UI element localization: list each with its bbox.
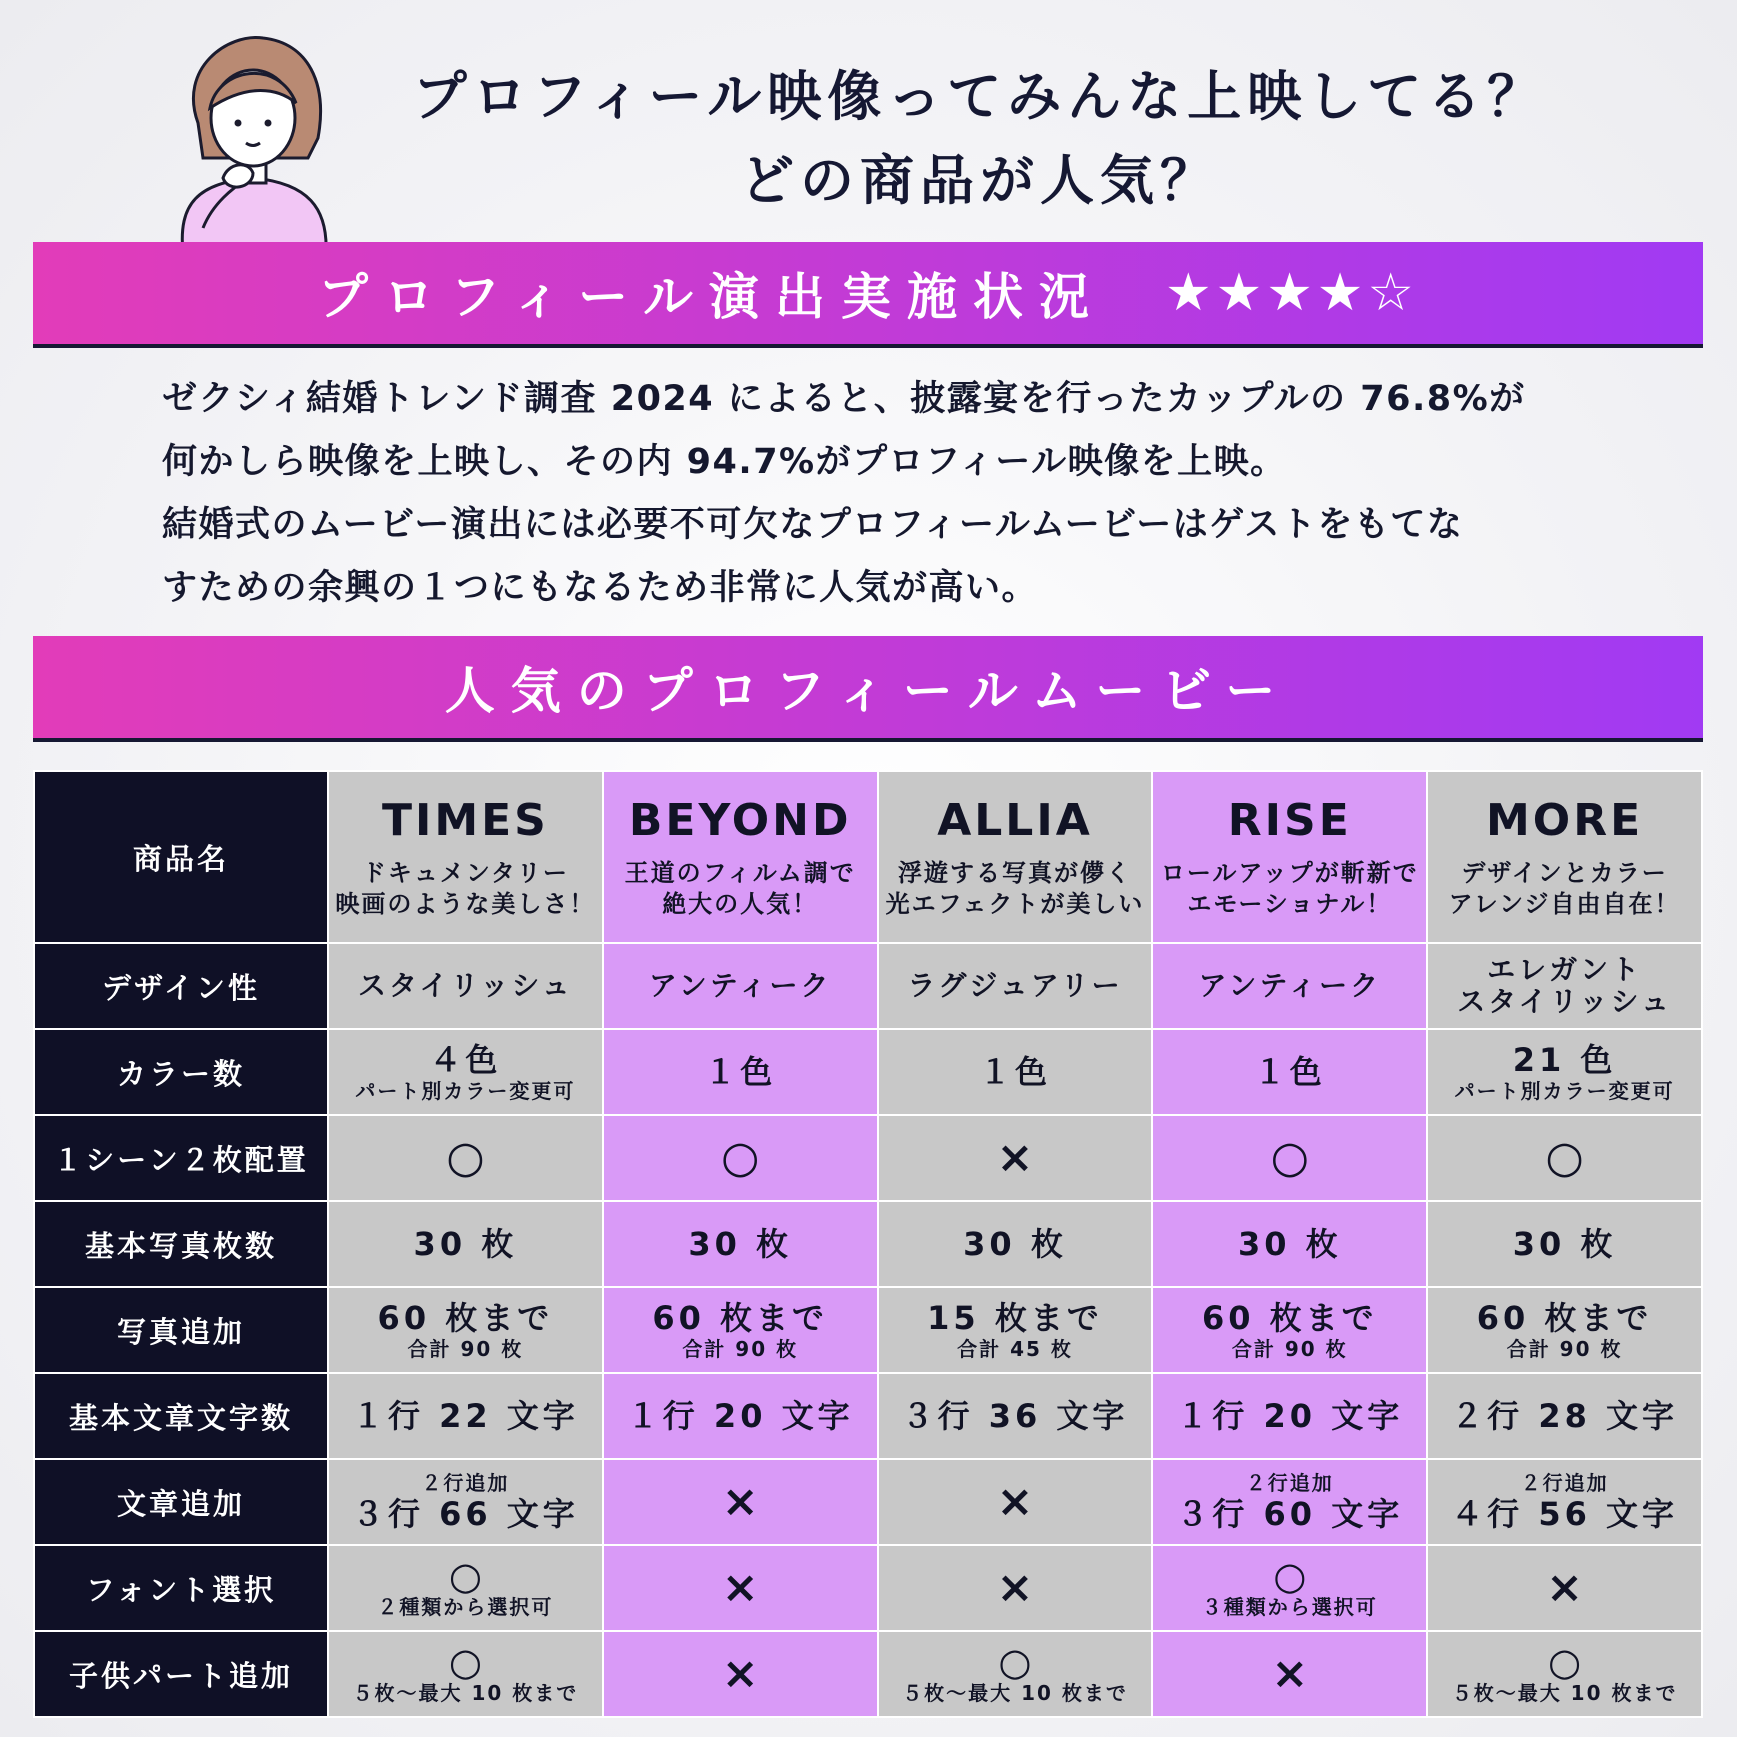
- table-row-base-text: [34, 1373, 1702, 1459]
- headline: [380, 55, 1580, 223]
- circle-mark-icon: ○: [998, 1640, 1032, 1684]
- table-cell: [328, 943, 603, 1029]
- table-cell: [1427, 1373, 1702, 1459]
- design-value: エレガント スタイリッシュ: [1457, 953, 1672, 1018]
- font-note: ２種類から選択可: [377, 1595, 554, 1619]
- color-count: １色: [704, 1053, 777, 1091]
- base-photo-count: 30 枚: [963, 1225, 1067, 1263]
- color-count: １色: [1253, 1053, 1326, 1091]
- table-cell: [603, 1029, 878, 1115]
- cross-mark-icon: ×: [996, 1562, 1034, 1613]
- color-note: パート別カラー変更可: [1454, 1079, 1675, 1103]
- add-photo-total: 合計 90 枚: [682, 1337, 799, 1361]
- design-value: ラグジュアリー: [907, 969, 1123, 1002]
- table-cell: [1152, 1115, 1427, 1201]
- thinking-woman-illustration: [168, 28, 338, 253]
- kids-note: ５枚～最大 10 枚まで: [352, 1681, 579, 1705]
- add-text-note: ２行追加: [421, 1471, 510, 1495]
- table-cell: [328, 1459, 603, 1545]
- circle-mark-icon: ○: [1273, 1554, 1307, 1598]
- row-label-name: 商品名: [34, 771, 328, 943]
- table-cell: [878, 1545, 1153, 1631]
- color-note: パート別カラー変更可: [355, 1079, 576, 1103]
- row-label-colors: カラー数: [34, 1029, 328, 1115]
- table-cell: [603, 1115, 878, 1201]
- table-cell: [1152, 1201, 1427, 1287]
- table-cell: [878, 1287, 1153, 1373]
- popular-banner: [33, 636, 1703, 742]
- comparison-table: [33, 770, 1703, 1718]
- table-cell: [878, 1631, 1153, 1717]
- add-text-note: ２行追加: [1245, 1471, 1334, 1495]
- table-cell: [1427, 1029, 1702, 1115]
- row-label-base-text: 基本文章文字数: [34, 1373, 328, 1459]
- table-cell: [328, 1115, 603, 1201]
- product-desc-line-1: ドキュメンタリー: [361, 858, 569, 887]
- table-cell: [603, 1287, 878, 1373]
- product-desc-line-2: 絶大の人気！: [662, 889, 819, 918]
- rating-stars: [1165, 263, 1418, 323]
- table-cell: [1427, 1201, 1702, 1287]
- table-cell: [1427, 1287, 1702, 1373]
- add-text-value: ３行 60 文字: [1176, 1495, 1404, 1533]
- table-cell: [1427, 943, 1702, 1029]
- product-desc-line-1: 王道のフィルム調で: [624, 858, 856, 887]
- headline-line-2: どの商品が人気？: [740, 149, 1220, 212]
- table-cell: [603, 943, 878, 1029]
- table-cell: [603, 771, 878, 943]
- base-photo-count: 30 枚: [413, 1225, 518, 1263]
- headline-line-1: プロフィール映像ってみんな上映してる？: [412, 65, 1548, 128]
- product-desc-line-2: アレンジ自由自在！: [1448, 889, 1681, 918]
- circle-mark-icon: ○: [446, 1132, 485, 1183]
- base-text-count: １行 20 文字: [626, 1397, 854, 1435]
- cross-mark-icon: ×: [996, 1476, 1034, 1527]
- table-cell: [878, 1373, 1153, 1459]
- status-banner: [33, 242, 1703, 348]
- star-half-icon: ☆: [1367, 263, 1419, 323]
- product-desc-line-1: デザインとカラー: [1461, 858, 1668, 887]
- design-value: スタイリッシュ: [358, 969, 573, 1002]
- color-count: ４色: [429, 1041, 502, 1079]
- table-cell: [1427, 1459, 1702, 1545]
- table-cell: [878, 1029, 1153, 1115]
- table-row-design: [34, 943, 1702, 1029]
- circle-mark-icon: ○: [448, 1554, 482, 1598]
- cross-mark-icon: ×: [1271, 1648, 1309, 1699]
- table-cell: [878, 1115, 1153, 1201]
- table-cell: [1427, 1631, 1702, 1717]
- add-text-value: ３行 66 文字: [351, 1495, 579, 1533]
- base-photo-count: 30 枚: [1237, 1225, 1342, 1263]
- add-photo-total: 合計 90 枚: [1506, 1337, 1623, 1361]
- table-cell: [878, 1201, 1153, 1287]
- add-photo-total: 合計 90 枚: [1231, 1337, 1348, 1361]
- base-photo-count: 30 枚: [688, 1225, 793, 1263]
- product-desc-line-2: 光エフェクトが美しい: [885, 889, 1145, 918]
- popular-banner-title: 人気のプロフィールムービー: [444, 662, 1292, 720]
- table-row-colors: [34, 1029, 1702, 1115]
- product-name: TIMES: [381, 794, 549, 846]
- cross-mark-icon: ×: [996, 1132, 1034, 1183]
- circle-mark-icon: ○: [720, 1132, 760, 1183]
- add-text-value: ４行 56 文字: [1451, 1495, 1678, 1533]
- row-label-base-photos: 基本写真枚数: [34, 1201, 328, 1287]
- table-cell: [1427, 1545, 1702, 1631]
- design-value: アンティーク: [1198, 969, 1382, 1002]
- intro-text: [162, 368, 1602, 620]
- table-cell: [328, 1631, 603, 1717]
- table-row-name: [34, 771, 1702, 943]
- intro-line-4: すための余興の１つにもなるため非常に人気が高い。: [162, 568, 1039, 608]
- design-value: アンティーク: [648, 969, 832, 1002]
- circle-mark-icon: ○: [1270, 1132, 1309, 1183]
- table-cell: [328, 1201, 603, 1287]
- product-desc-line-1: 浮遊する写真が儚く: [897, 858, 1132, 887]
- base-text-count: １行 20 文字: [1176, 1397, 1404, 1435]
- table-cell: [603, 1631, 878, 1717]
- add-photo-limit: 60 枚まで: [1201, 1299, 1378, 1337]
- table-cell: [328, 1287, 603, 1373]
- table-row-add-photos: [34, 1287, 1702, 1373]
- color-count: １色: [978, 1053, 1051, 1091]
- row-label-design: デザイン性: [34, 943, 328, 1029]
- row-label-add-photos: 写真追加: [34, 1287, 328, 1373]
- table-cell: [1152, 1287, 1427, 1373]
- add-photo-limit: 60 枚まで: [1476, 1299, 1653, 1337]
- table-cell: [1152, 1459, 1427, 1545]
- add-text-note: ２行追加: [1520, 1471, 1609, 1495]
- product-name: BEYOND: [628, 794, 852, 846]
- table-cell: [878, 943, 1153, 1029]
- table-cell: [328, 1373, 603, 1459]
- intro-line-2: 何かしら映像を上映し、その内 94.7%がプロフィール映像を上映。: [162, 442, 1287, 482]
- add-photo-limit: 60 枚まで: [652, 1299, 829, 1337]
- table-cell: [1152, 943, 1427, 1029]
- table-cell: [603, 1545, 878, 1631]
- cross-mark-icon: ×: [721, 1476, 759, 1527]
- status-banner-title: プロフィール演出実施状況: [317, 268, 1105, 326]
- product-name: ALLIA: [937, 794, 1093, 846]
- add-photo-limit: 60 枚まで: [377, 1299, 554, 1337]
- base-text-count: １行 22 文字: [351, 1397, 579, 1435]
- table-cell: [1152, 771, 1427, 943]
- kids-note: ５枚～最大 10 枚まで: [902, 1681, 1128, 1705]
- table-cell: [603, 1459, 878, 1545]
- table-cell: [328, 1029, 603, 1115]
- table-cell: [328, 771, 603, 943]
- table-cell: [1152, 1631, 1427, 1717]
- table-cell: [878, 771, 1153, 943]
- intro-line-3: 結婚式のムービー演出には必要不可欠なプロフィールムービーはゲストをもてな: [162, 505, 1464, 545]
- table-row-kids: [34, 1631, 1702, 1717]
- table-cell: [1152, 1545, 1427, 1631]
- row-label-two-photos: １シーン２枚配置: [34, 1115, 328, 1201]
- circle-mark-icon: ○: [1545, 1132, 1584, 1183]
- table-cell: [1427, 771, 1702, 943]
- table-cell: [1152, 1029, 1427, 1115]
- row-label-font: フォント選択: [34, 1545, 328, 1631]
- cross-mark-icon: ×: [1546, 1562, 1584, 1613]
- kids-note: ５枚～最大 10 枚まで: [1451, 1681, 1678, 1705]
- product-name: MORE: [1486, 794, 1644, 846]
- intro-line-1: ゼクシィ結婚トレンド調査 2024 によると、披露宴を行ったカップルの 76.8%が: [162, 379, 1526, 419]
- base-text-count: ２行 28 文字: [1451, 1397, 1678, 1435]
- table-row-two-photos: [34, 1115, 1702, 1201]
- add-photo-total: 合計 45 枚: [957, 1337, 1073, 1361]
- base-text-count: ３行 36 文字: [901, 1397, 1129, 1435]
- color-count: 21 色: [1512, 1041, 1617, 1079]
- product-desc-line-2: エモーショナル！: [1187, 889, 1393, 918]
- table-cell: [1427, 1115, 1702, 1201]
- base-photo-count: 30 枚: [1512, 1225, 1617, 1263]
- product-desc-line-2: 映画のような美しさ！: [335, 889, 596, 918]
- row-label-kids: 子供パート追加: [34, 1631, 328, 1717]
- table-row-base-photos: [34, 1201, 1702, 1287]
- add-photo-limit: 15 枚まで: [927, 1299, 1103, 1337]
- product-desc-line-1: ロールアップが斬新で: [1160, 858, 1419, 887]
- table-cell: [1152, 1373, 1427, 1459]
- cross-mark-icon: ×: [721, 1648, 759, 1699]
- circle-mark-icon: ○: [1548, 1640, 1582, 1684]
- circle-mark-icon: ○: [448, 1640, 482, 1684]
- table-cell: [878, 1459, 1153, 1545]
- table-cell: [603, 1201, 878, 1287]
- table-row-add-text: [34, 1459, 1702, 1545]
- product-name: RISE: [1227, 794, 1352, 846]
- cross-mark-icon: ×: [721, 1562, 759, 1613]
- table-cell: [603, 1373, 878, 1459]
- add-photo-total: 合計 90 枚: [407, 1337, 524, 1361]
- table-cell: [328, 1545, 603, 1631]
- font-note: ３種類から選択可: [1201, 1595, 1378, 1619]
- table-row-font: [34, 1545, 1702, 1631]
- row-label-add-text: 文章追加: [34, 1459, 328, 1545]
- star-full-icon: ★★★★: [1164, 263, 1368, 323]
